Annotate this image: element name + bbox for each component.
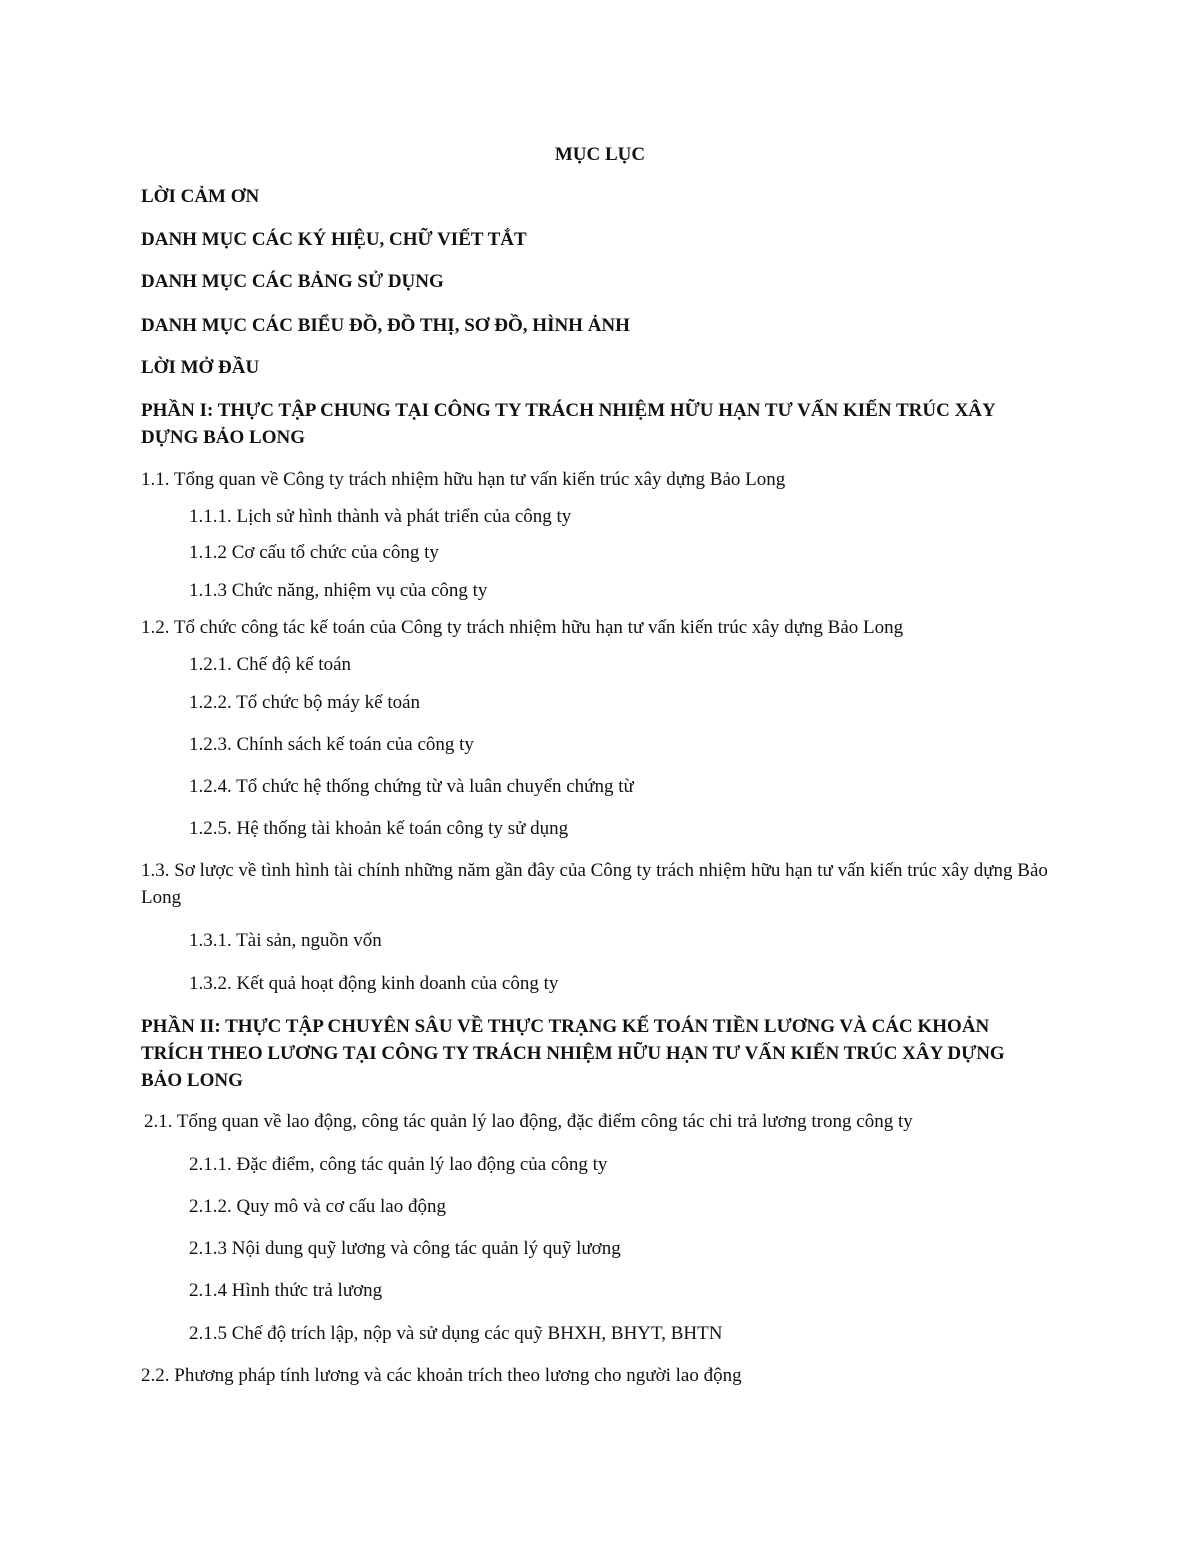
toc-section-2-1: 2.1. Tổng quan về lao động, công tác quản lý lao động, đặc điểm công tác chi trả lương trong công ty [144,1111,913,1132]
toc-subsection-1-2-5: 1.2.5. Hệ thống tài khoản kế toán công ty sử dụng [189,818,569,839]
toc-subsection-1-3-2: 1.3.2. Kết quả hoạt động kinh doanh của công ty [189,973,559,994]
toc-subsection-1-3-1: 1.3.1. Tài sản, nguồn vốn [189,930,382,951]
toc-part-1-heading: PHẦN I: THỰC TẬP CHUNG TẠI CÔNG TY TRÁCH NHIỆM HỮU HẠN TƯ VẤN KIẾN TRÚC XÂY DỰNG BẢO LONG [141,400,996,448]
toc-subsection-2-1-1: 2.1.1. Đặc điểm, công tác quản lý lao động của công ty [189,1154,608,1175]
toc-subsection-2-1-5: 2.1.5 Chế độ trích lập, nộp và sử dụng các quỹ BHXH, BHYT, BHTN [189,1323,723,1344]
toc-subsection-1-2-4: 1.2.4. Tổ chức hệ thống chứng từ và luân chuyển chứng từ [189,776,634,797]
toc-subsection-2-1-4: 2.1.4 Hình thức trả lương [189,1280,383,1301]
toc-part-2-heading: PHẦN II: THỰC TẬP CHUYÊN SÂU VỀ THỰC TRẠNG KẾ TOÁN TIỀN LƯƠNG VÀ CÁC KHOẢN TRÍCH THEO LƯƠNG TẠI CÔNG TY TRÁCH NHIỆM HỮU HẠN TƯ VẤN KIẾN TRÚC XÂY DỰNG BẢO LONG [141,1016,1005,1091]
toc-subsection-1-2-1: 1.2.1. Chế độ kế toán [189,654,352,675]
toc-section-1-1: 1.1. Tổng quan về Công ty trách nhiệm hữu hạn tư vấn kiến trúc xây dựng Bảo Long [141,469,786,490]
toc-subsection-2-1-3: 2.1.3 Nội dung quỹ lương và công tác quản lý quỹ lương [189,1238,621,1259]
toc-section-1-2: 1.2. Tổ chức công tác kế toán của Công ty trách nhiệm hữu hạn tư vấn kiến trúc xây dựng Bảo Long [141,617,904,638]
toc-entry-abbreviations: DANH MỤC CÁC KÝ HIỆU, CHỮ VIẾT TẮT [141,229,527,250]
toc-subsection-2-1-2: 2.1.2. Quy mô và cơ cấu lao động [189,1196,446,1217]
toc-entry-tables: DANH MỤC CÁC BẢNG SỬ DỤNG [141,271,444,292]
toc-subsection-1-1-1: 1.1.1. Lịch sử hình thành và phát triển của công ty [189,506,572,527]
toc-subsection-1-1-2: 1.1.2 Cơ cấu tổ chức của công ty [189,542,439,563]
toc-subsection-1-2-3: 1.2.3. Chính sách kế toán của công ty [189,734,474,755]
toc-subsection-1-2-2: 1.2.2. Tổ chức bộ máy kế toán [189,692,421,713]
toc-entry-introduction: LỜI MỞ ĐẦU [141,357,260,378]
toc-section-1-3: 1.3. Sơ lược về tình hình tài chính những năm gần đây của Công ty trách nhiệm hữu hạn tư vấn kiến trúc xây dựng Bảo Long [141,860,1048,908]
page-title: MỤC LỤC [554,144,646,165]
toc-section-2-2: 2.2. Phương pháp tính lương và các khoản trích theo lương cho người lao động [141,1365,742,1386]
toc-entry-figures: DANH MỤC CÁC BIỂU ĐỒ, ĐỒ THỊ, SƠ ĐỒ, HÌNH ẢNH [141,315,630,336]
toc-entry-acknowledgement: LỜI CẢM ƠN [141,186,260,207]
toc-subsection-1-1-3: 1.1.3 Chức năng, nhiệm vụ của công ty [189,580,488,601]
